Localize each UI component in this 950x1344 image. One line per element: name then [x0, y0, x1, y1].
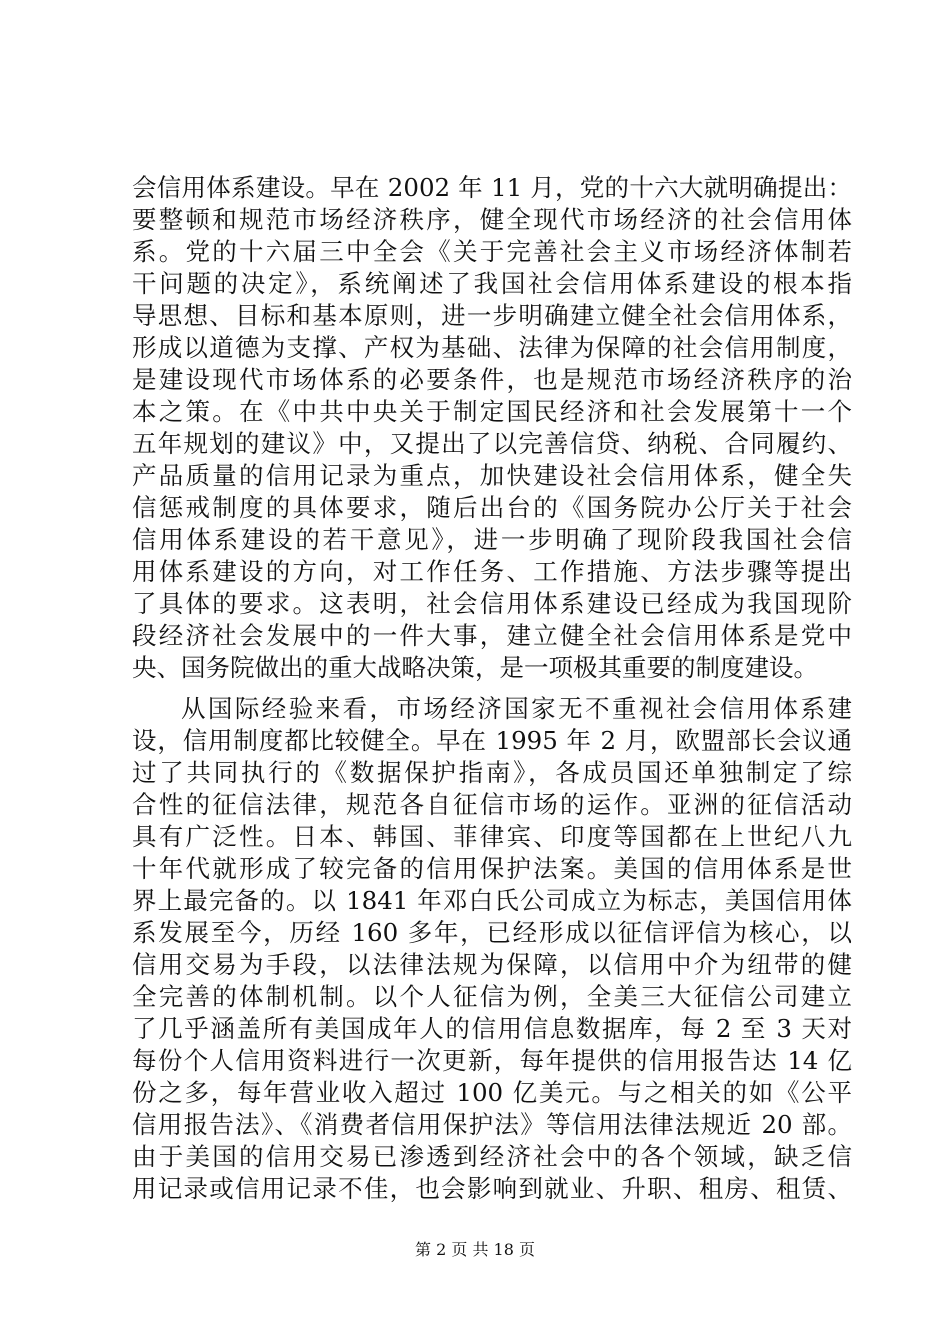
text-line: 用记录或信用记录不佳，也会影响到就业、升职、租房、租赁、 [132, 1174, 852, 1203]
text-line: 界上最完备的。以 1841 年邓白氏公司成立为标志，美国信用体 [132, 886, 852, 915]
text-line: 了几乎涵盖所有美国成年人的信用信息数据库，每 2 至 3 天对 [132, 1014, 852, 1043]
page-number-footer: 第 2 页 共 18 页 [415, 1240, 535, 1259]
text-line: 信用交易为手段，以法律法规为保障，以信用中介为纽带的健 [132, 950, 852, 979]
text-line: 信用报告法》、《消费者信用保护法》等信用法律法规近 20 部。 [132, 1110, 852, 1139]
text-line: 要整顿和规范市场经济秩序，健全现代市场经济的社会信用体 [132, 205, 852, 234]
text-line: 全完善的体制机制。以个人征信为例，全美三大征信公司建立 [132, 982, 852, 1011]
text-line: 干问题的决定》，系统阐述了我国社会信用体系建设的根本指 [132, 269, 852, 298]
text-line: 形成以道德为支撑、产权为基础、法律为保障的社会信用制度， [132, 333, 852, 362]
text-line: 是建设现代市场体系的必要条件，也是规范市场经济秩序的治 [132, 365, 852, 394]
text-line: 过了共同执行的《数据保护指南》，各成员国还单独制定了综 [132, 758, 852, 787]
text-line: 导思想、目标和基本原则，进一步明确建立健全社会信用体系， [132, 301, 852, 330]
text-line: 信用体系建设的若干意见》，进一步明确了现阶段我国社会信 [132, 525, 852, 554]
text-line: 系。党的十六届三中全会《关于完善社会主义市场经济体制若 [132, 237, 852, 266]
text-line: 设，信用制度都比较健全。早在 1995 年 2 月，欧盟部长会议通 [132, 726, 852, 755]
text-line: 系发展至今，历经 160 多年，已经形成以征信评信为核心，以 [132, 918, 852, 947]
text-line: 份之多，每年营业收入超过 100 亿美元。与之相关的如《公平 [132, 1078, 852, 1107]
text-line: 产品质量的信用记录为重点，加快建设社会信用体系，健全失 [132, 461, 852, 490]
text-line: 段经济社会发展中的一件大事，建立健全社会信用体系是党中 [132, 621, 852, 650]
text-line: 十年代就形成了较完备的信用保护法案。美国的信用体系是世 [132, 854, 852, 883]
text-line: 央、国务院做出的重大战略决策，是一项极其重要的制度建设。 [132, 653, 818, 682]
text-line: 具有广泛性。日本、韩国、菲律宾、印度等国都在上世纪八九 [132, 822, 852, 851]
text-line: 五年规划的建议》中，又提出了以完善信贷、纳税、合同履约、 [132, 429, 852, 458]
text-line: 本之策。在《中共中央关于制定国民经济和社会发展第十一个 [132, 397, 852, 426]
text-line: 用体系建设的方向，对工作任务、工作措施、方法步骤等提出 [132, 557, 852, 586]
text-line: 由于美国的信用交易已渗透到经济社会中的各个领域，缺乏信 [132, 1142, 852, 1171]
text-line: 会信用体系建设。早在 2002 年 11 月，党的十六大就明确提出： [132, 173, 852, 202]
text-line: 信惩戒制度的具体要求，随后出台的《国务院办公厅关于社会 [132, 493, 852, 522]
text-line: 从国际经验来看，市场经济国家无不重视社会信用体系建 [181, 694, 852, 723]
text-line: 每份个人信用资料进行一次更新，每年提供的信用报告达 14 亿 [132, 1046, 852, 1075]
text-line: 了具体的要求。这表明，社会信用体系建设已经成为我国现阶 [132, 589, 852, 618]
text-line: 合性的征信法律，规范各自征信市场的运作。亚洲的征信活动 [132, 790, 852, 819]
